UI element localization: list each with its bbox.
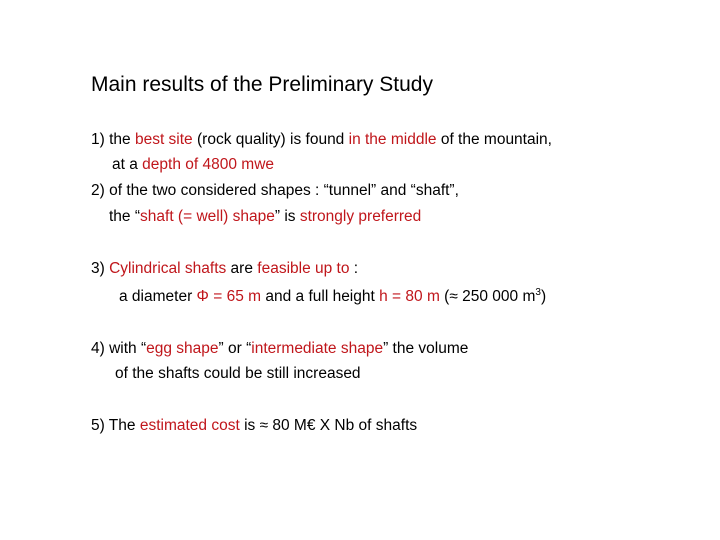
text-segment: (rock quality) is found [192, 131, 349, 148]
item-4-line-2 [115, 364, 361, 384]
superscript: 3 [535, 286, 541, 298]
text-segment: a diameter [119, 288, 197, 305]
item-1-line-2 [112, 155, 274, 175]
highlight-egg-shape: egg shape [146, 340, 219, 357]
item-3-line-1 [91, 259, 358, 279]
item-3-line-2 [119, 287, 546, 307]
text-segment: ” the volume [383, 340, 469, 357]
text-segment: of the mountain, [436, 131, 552, 148]
item-1-line-1 [91, 130, 552, 150]
text-segment: and a full height [261, 288, 380, 305]
highlight-best-site: best site [134, 131, 193, 148]
slide-title: Main results of the Preliminary Study [91, 73, 433, 96]
text-segment: ” is [274, 208, 300, 225]
text-segment: of the shafts could be still increased [115, 365, 361, 382]
text-segment: is ≈ 80 M€ X Nb of shafts [239, 417, 418, 434]
text-segment: the “ [109, 208, 141, 225]
highlight-intermediate-shape: intermediate shape [251, 340, 384, 357]
highlight-feasible: feasible up to [257, 260, 350, 277]
item-5-line-1 [91, 416, 417, 436]
text-segment: are [226, 260, 258, 277]
text-segment: (≈ 250 000 m [439, 288, 536, 305]
item-4-line-1 [91, 339, 468, 359]
text-segment: 2) of the two considered shapes : “tunnel” and “shaft”, [91, 182, 459, 199]
highlight-in-the-middle: in the middle [348, 131, 437, 148]
highlight-diameter: Φ = 65 m [196, 288, 262, 305]
text-segment: 3) [91, 260, 110, 277]
text-segment: 1) the [91, 131, 135, 148]
text-segment: 5) The [91, 417, 140, 434]
text-segment: : [349, 260, 359, 277]
text-segment: 4) with “ [91, 340, 147, 357]
highlight-cylindrical-shafts: Cylindrical shafts [109, 260, 227, 277]
item-2-line-2 [109, 207, 421, 227]
text-segment: ” or “ [218, 340, 252, 357]
text-segment: at a [112, 156, 143, 173]
highlight-strongly-preferred: strongly preferred [299, 208, 422, 225]
highlight-estimated-cost: estimated cost [139, 417, 240, 434]
highlight-depth: depth of 4800 mwe [142, 156, 275, 173]
highlight-shaft-shape: shaft (= well) shape [140, 208, 275, 225]
text-segment: ) [540, 288, 547, 305]
item-2-line-1 [91, 181, 459, 201]
highlight-height: h = 80 m [379, 288, 440, 305]
